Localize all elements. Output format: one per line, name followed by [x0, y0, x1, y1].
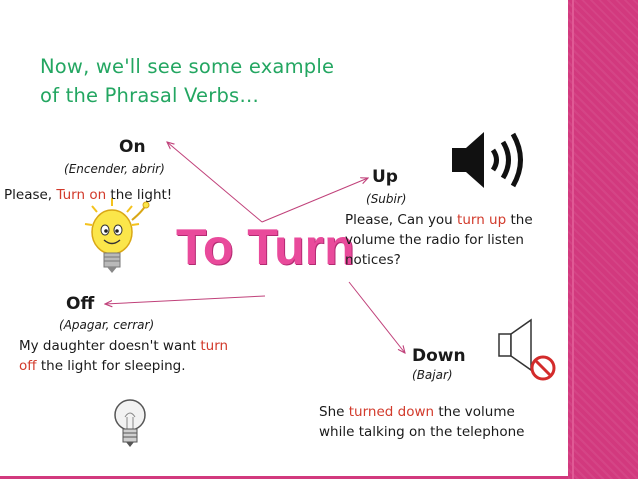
up-translation: (Subir): [366, 192, 407, 206]
off-header: Off: [66, 294, 95, 314]
down-translation: (Bajar): [412, 368, 453, 382]
lightbulb-on-icon: [85, 198, 149, 273]
arrow-to-off: [105, 296, 265, 304]
lightbulb-off-icon: [115, 400, 145, 447]
on-header: On: [119, 137, 146, 157]
up-example: Please, Can you turn up the volume the radio for listen notices?: [345, 212, 533, 268]
arrow-to-on: [167, 142, 262, 222]
on-translation: (Encender, abrir): [64, 162, 165, 176]
up-header: Up: [372, 167, 398, 187]
speaker-loud-icon: [450, 124, 538, 196]
title-line-2: of the Phrasal Verbs…: [40, 84, 260, 107]
off-example: My daughter doesn't want turn off the light for sleeping.: [19, 338, 229, 374]
title-line-1: Now, we'll see some example: [40, 55, 335, 78]
center-verb: To Turn: [176, 219, 355, 275]
speaker-muted-icon: [499, 320, 554, 379]
down-example: She turned down the volume while talking on the telephone: [319, 404, 525, 440]
arrow-to-down: [349, 282, 405, 353]
off-translation: (Apagar, cerrar): [59, 318, 155, 332]
on-example: Please, Turn on the light!: [4, 187, 173, 203]
down-header: Down: [412, 346, 466, 366]
